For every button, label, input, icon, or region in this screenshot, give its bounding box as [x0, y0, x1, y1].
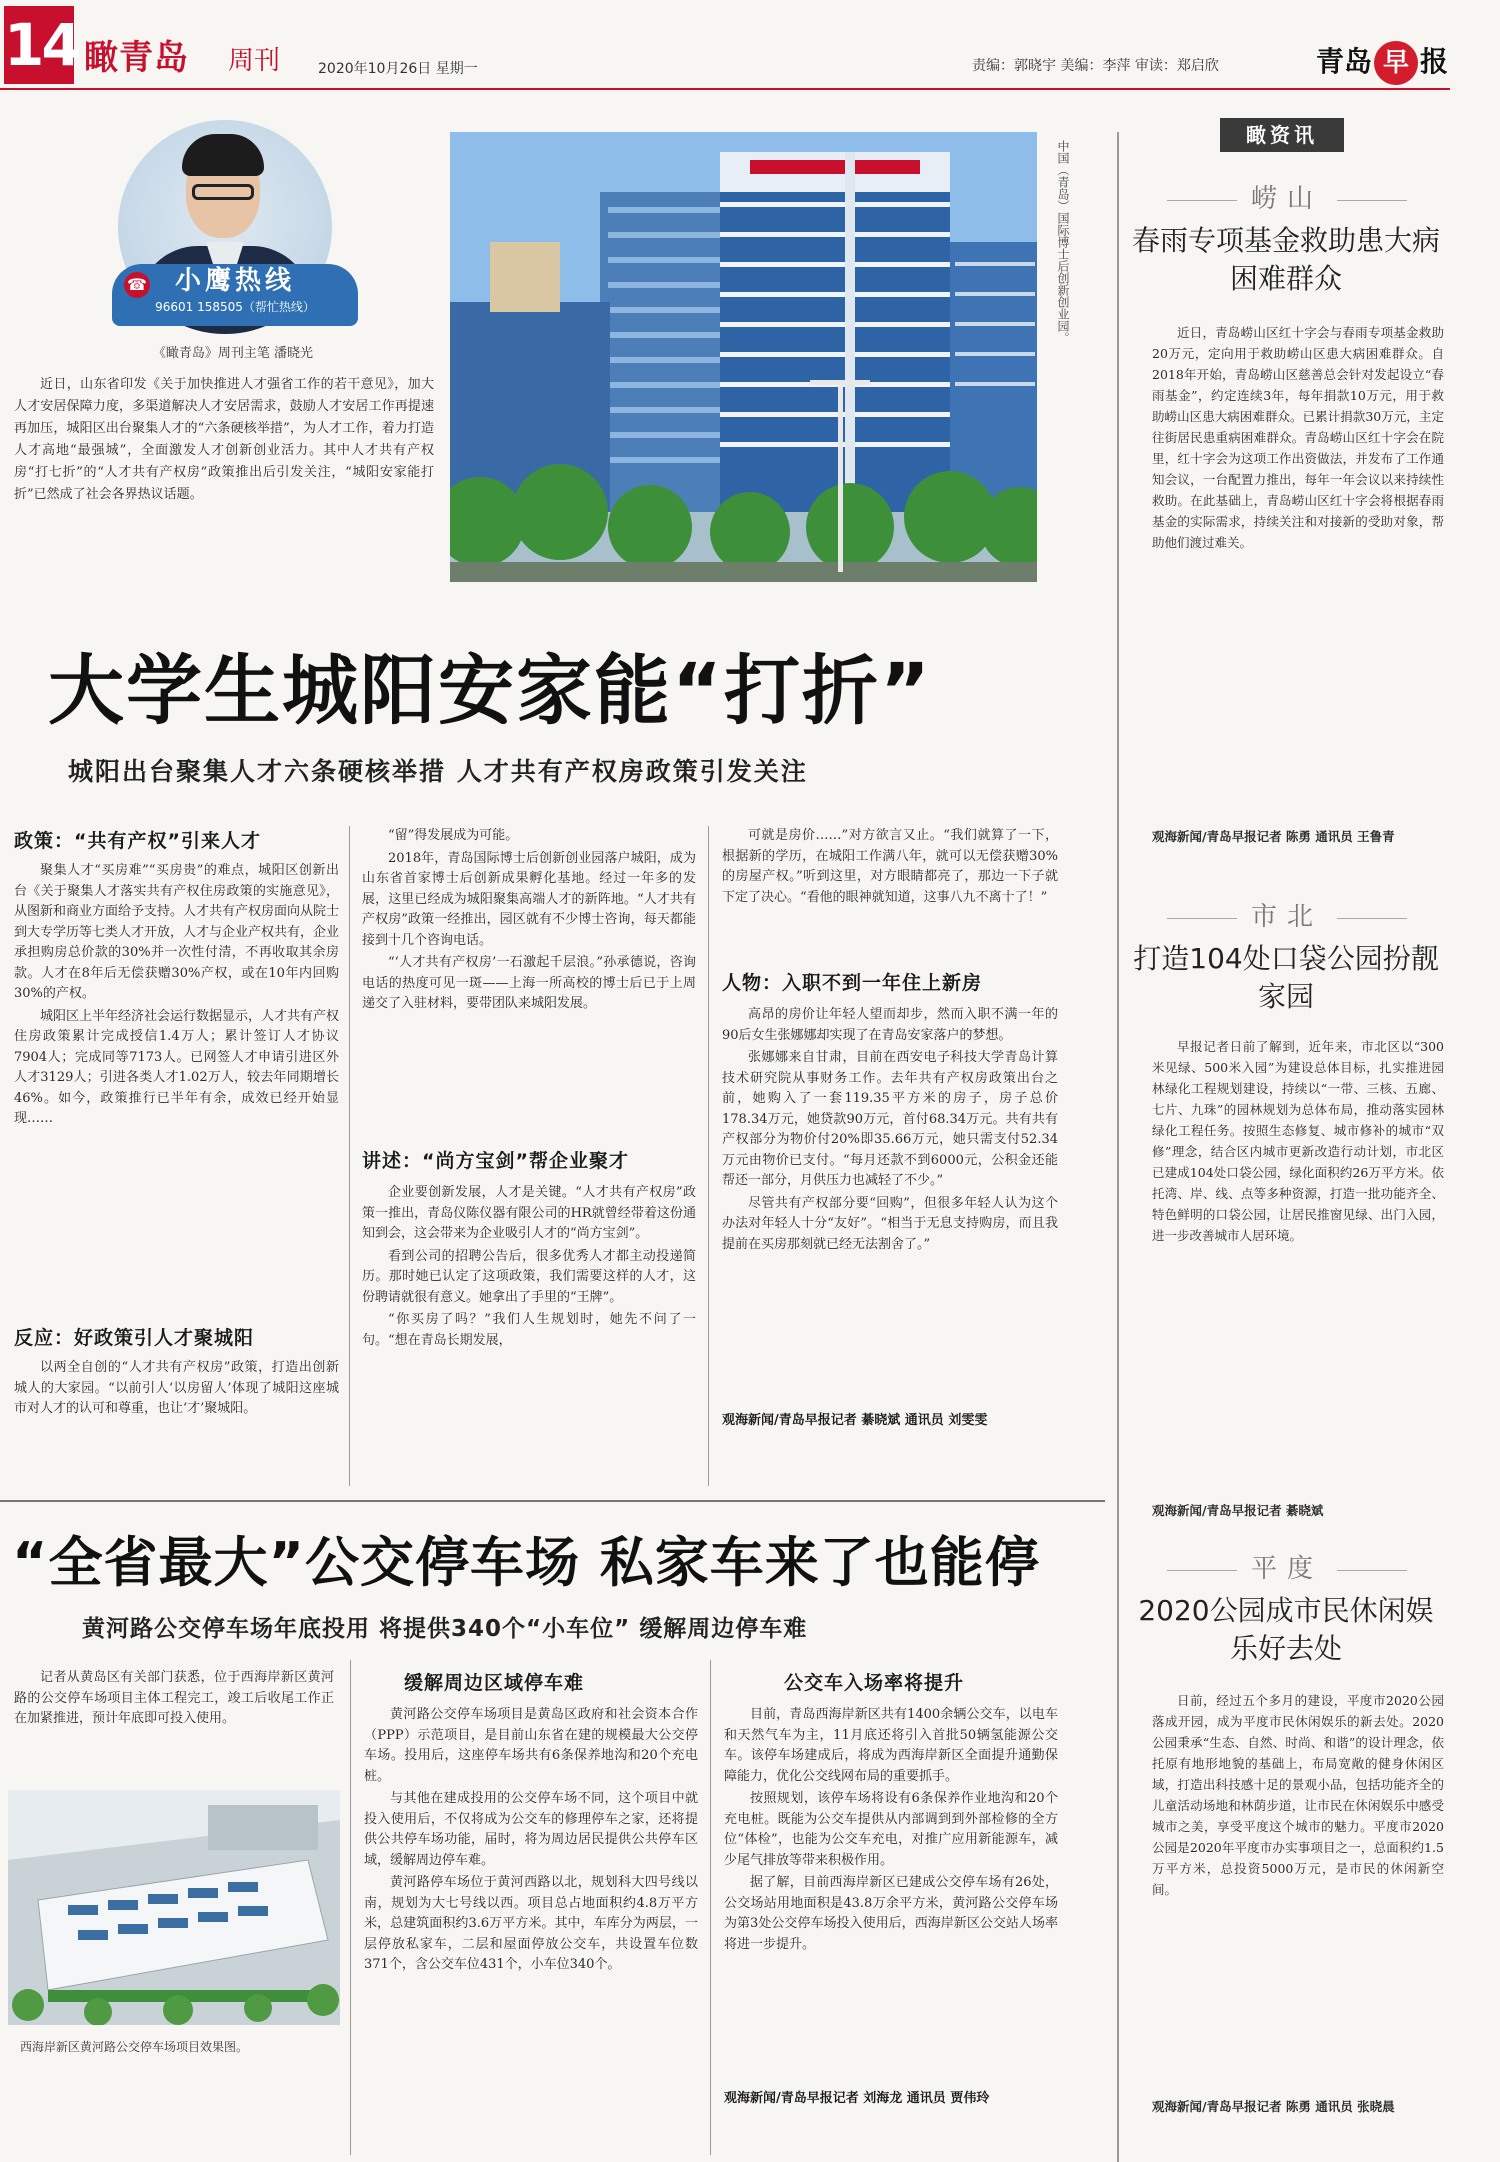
section-heading: 缓解周边区域停车难 — [404, 1672, 585, 1694]
brief-text: 近日，青岛崂山区红十字会与春雨专项基金救助20万元，定向用于救助崂山区患大病困难群众。自2018年开始，青岛崂山区慈善总会针对发起设立“春雨基金”，约定连续3年，每年捐款10万元，用于救助崂山区患大病困难群众。已累计捐款30万元，主定往街居民患重病困难群众。青岛崂山区红十字会在院里，红十字会为这项工作出资做法，并发布了工作通知会议，一台配置力推出，每年一年会议以来持续性救助。在此基础上，青岛崂山区红十字会将根据春雨基金的实际需求，持续关注和对接新的受助对象，帮助他们渡过难关。 — [1152, 325, 1444, 550]
logo-left: 青岛 — [1316, 45, 1373, 78]
columnist-credit: 《瞰青岛》周刊主笔 潘晓光 — [152, 346, 314, 361]
section-name: 周刊 — [228, 46, 281, 76]
section-rule — [0, 1500, 1105, 1502]
logo-right: 报 — [1420, 45, 1449, 78]
hotline-badge — [112, 264, 358, 326]
article-text: 企业要创新发展，人才是关键。“人才共有产权房”政策一推出，青岛仪陈仪器有限公司的HR就曾经带着这份通知到会，这会带来为企业吸引人才的“尚方宝剑”。 看到公司的招聘公告后，很多优秀人才都主动投递简历。那时她已认定了这项政策，我们需要这样的人才，这份聘请就很有意义。她拿出了手里的“王牌”。 “你买房了吗？”我们人生规划时，她先不问了一句。“想在青岛长期发展， — [362, 1185, 696, 1348]
bus-col3 — [724, 1668, 1058, 2110]
article-text: “留”得发展成为可能。 2018年，青岛国际博士后创新创业园落户城阳，成为山东省首家博士后创新成果孵化基地。经过一年多的发展，这里已经成为城阳聚集高端人才的新阵地。“人才共有产权房”政策一经推出，园区就有不少博士咨询，每天都能接到十几个咨询电话。 “‘人才共有产权房’一石激起千层浪。”孙承德说，咨询电话的热度可见一斑——上海一所高校的博士后已于上周递交了入驻材料，要带团队来城阳发展。 — [362, 828, 696, 1011]
column-divider — [710, 1660, 711, 2155]
photo-bus-depot-rendering — [8, 1790, 340, 2025]
bus-subheadline: 黄河路公交停车场年底投用 将提供340个“小车位” 缓解周边停车难 — [82, 1616, 808, 1642]
main-article-col3 — [722, 826, 1058, 1432]
issue-date: 2020年10月26日 星期一 — [318, 61, 478, 77]
brief-title: 春雨专项基金救助患大病困难群众 — [1131, 224, 1440, 295]
article-text: 以两全自创的“人才共有产权房”政策，打造出创新城人的大家园。“以前引人‘以房留人’体现了城阳这座城市对人才的认可和尊重，也让‘才’聚城阳。 — [14, 1360, 339, 1416]
brief-title: 打造104处口袋公园扮靓家园 — [1133, 942, 1439, 1013]
main-headline: 大学生城阳安家能“打折” — [48, 646, 932, 735]
editor-credits: 责编：郭晓宇 美编：李萍 审读：郑启欣 — [972, 58, 1219, 74]
publication-name: 瞰青岛 — [84, 38, 189, 78]
brief-byline: 观海新闻/青岛早报记者 陈勇 通讯员 张晓晨 — [1152, 2099, 1395, 2114]
newspaper-logo — [1316, 40, 1448, 85]
hotline-number: 96601 158505（帮忙热线） — [155, 300, 315, 314]
section-heading: 反应：好政策引人才聚城阳 — [14, 1327, 255, 1349]
page-number: 14 — [4, 6, 74, 84]
brief-region-pingdu: 平度 — [1122, 1548, 1452, 1585]
main-article-col1 — [14, 826, 339, 1462]
bus-headline: “全省最大”公交停车场 私家车来了也能停 — [12, 1531, 1040, 1594]
brief-byline: 观海新闻/青岛早报记者 陈勇 通讯员 王鲁青 — [1152, 829, 1395, 844]
article-byline: 观海新闻/青岛早报记者 刘海龙 通讯员 贾伟玲 — [724, 2091, 990, 2106]
bus-intro: 记者从黄岛区有关部门获悉，位于西海岸新区黄河路的公交停车场项目主体工程完工，竣工后收尾工作正在加紧推进，预计年底即可投入使用。 — [14, 1670, 334, 1726]
main-subheadline: 城阳出台聚集人才六条硬核举措 人才共有产权房政策引发关注 — [68, 757, 808, 786]
photo-postdoc-park — [450, 132, 1037, 582]
brief-byline: 观海新闻/青岛早报记者 綦晓斌 — [1152, 1503, 1324, 1518]
hotline-title: 小鹰热线 — [174, 266, 295, 296]
column-divider — [708, 826, 709, 1486]
article-text: 高昂的房价让年轻人望而却步，然而入职不满一年的90后女生张娜娜却实现了在青岛安家落户的梦想。 张娜娜来自甘肃，目前在西安电子科技大学青岛计算技术研究院从事财务工作。去年共有产权房政策出台之前，她购入了一套119.35平方米的房子，房子总价178.34万元，她贷款90万元，首付68.34万元。共有共有产权部分为物价付20%即35.66万元，她只需支付52.34万元由物价已支付。“每月还款不到6000元，公积金还能帮还一部分，月供压力也减轻了不少。” 尽管共有产权部分要“回购”，但很多年轻人认为这个办法对年轻人十分“友好”。“相当于无息支持购房，而且我提前在买房那刻就已经无法割舍了。” — [722, 1007, 1058, 1252]
bus-photo-caption: 西海岸新区黄河路公交停车场项目效果图。 — [20, 2040, 249, 2054]
brief-title: 2020公园成市民休闲娱乐好去处 — [1138, 1594, 1434, 1665]
section-heading: 公交车入场率将提升 — [784, 1672, 965, 1694]
brief-text: 早报记者日前了解到，近年来，市北区以“300米见绿、500米入园”为建设总体目标，扎实推进园林绿化工程规划建设，持续以“一带、三核、五廊、七片、九珠”的园林规划为总体布局，推动落实园林绿化工程任务。按照生态修复、城市修补的城市“双修”理念，结合区内城市更新改造行动计划，市北区已建成104处口袋公园，绿化面积约26万平方米。依托湾、岸、线、点等多种资源，打造一批功能齐全、特色鲜明的口袋公园，让居民推窗见绿、出门入园，进一步改善城市人居环境。 — [1152, 1039, 1444, 1243]
section-heading: 人物：入职不到一年住上新房 — [722, 972, 983, 994]
column-divider — [349, 826, 350, 1486]
brief-text: 日前，经过五个多月的建设，平度市2020公园落成开园，成为平度市民休闲娱乐的新去处。2020公园秉承“生态、自然、时尚、和谐”的设计理念，依托原有地形地貌的基础上，布局宽敞的健身休闲区域，打造出科技感十足的景观小品，包括功能齐全的儿童活动场地和林荫步道，让市民在休闲娱乐中感受城市之美，享受平度这个城市的魅力。平度市2020公园是2020年平度市办实事项目之一，总面积约1.5万平方米，总投资5000万元，是市民的休闲新空间。 — [1152, 1693, 1444, 1897]
sidebar-tag: 瞰资讯 — [1220, 118, 1344, 152]
article-text: 目前，青岛西海岸新区共有1400余辆公交车，以电车和天然气车为主，11月底还将引入首批50辆氢能源公交车。该停车场建成后，将成为西海岸新区全面提升通勤保障能力，优化公交线网布局的重要抓手。 按照规划，该停车场将设有6条保养作业地沟和20个充电桩。既能为公交车提供从内部调到到外部检修的全方位“体检”，也能为公交车充电，对推广应用新能源车，减少尾气排放等带来积极作用。 据了解，目前西海岸新区已建成公交停车场有26处，公交场站用地面积是43.8万余平方米，黄河路公交停车场为第3处公交停车场投入使用后，西海岸新区公交站人场率将进一步提升。 — [724, 1707, 1058, 1952]
article-byline: 观海新闻/青岛早报记者 綦晓斌 通讯员 刘雯雯 — [722, 1413, 988, 1428]
column-divider — [350, 1660, 351, 2155]
article-text: 黄河路公交停车场项目是黄岛区政府和社会资本合作（PPP）示范项目，是目前山东省在建的规模最大公交停车场。投用后，这座停车场共有6条保养地沟和20个充电桩。 与其他在建成投用的公交停车场不同，这个项目中就投入使用后，不仅将成为公交车的修理停车之家，还将提供公共停车场功能，届时，将为周边居民提供公共停车区域，缓解周边停车难。 黄河路停车场位于黄河西路以北，规划科大四号线以南，规划为大七号线以西。项目总占地面积约4.8万平方米，总建筑面积约3.6万平方米。其中，车库分为两层，一层停放私家车，二层和屋面停放公交车，共设置车位数371个，含公交车位431个，小车位340个。 — [364, 1707, 698, 1972]
main-article-col2 — [362, 826, 696, 1479]
bus-col2 — [364, 1668, 698, 2135]
phone-icon: ☎ — [124, 272, 150, 298]
logo-mark-icon: 早 — [1374, 41, 1418, 85]
photo-caption: 中国（青岛）国际博士后创新创业园。 — [1056, 140, 1070, 344]
hotline-text: 近日，山东省印发《关于加快推进人才强省工作的若干意见》，加大人才安居保障力度，多渠道解决人才安居需求，鼓励人才安居工作再提速再加压，城阳区出台聚集人才的“六条硬核举措”，为人才工作，着力打造人才高地“最强城”，全面激发人才创新创业活力。其中人才共有产权房“打七折”的“人才共有产权房”政策推出后引发关注，“城阳安家能打折”已然成了社会各界热议话题。 — [14, 377, 434, 502]
brief-region-shibei: 市北 — [1122, 896, 1452, 933]
section-heading: 政策：“共有产权”引来人才 — [14, 830, 261, 852]
header-rule — [0, 88, 1450, 90]
article-text: 聚集人才“买房难”“买房贵”的难点，城阳区创新出台《关于聚集人才落实共有产权住房政策的实施意见》，从图新和商业方面给予支持。人才共有产权房面向从院士到大专学历等七类人才开放，人才与企业产权共有，企业承担购房总价款的30%并一次性付清，不再收取其余房款。人才在8年后无偿获赠30%产权，或在10年内回购30%的产权。 城阳区上半年经济社会运行数据显示，人才共有产权住房政策累计完成授信1.4万人；累计签订人才协议7904人；完成同等7173人。已网签人才申请引进区外人才3129人；引进各类人才1.02万人，较去年同期增长46%。如今，政策推行已半年有余，成效已经开始显现…… — [14, 863, 339, 1126]
article-text: 可就是房价……”对方欲言又止。“我们就算了一下，根据新的学历，在城阳工作满八年，就可以无偿获赠30%的房屋产权。”听到这里，对方眼睛都亮了，那边一下子就下定了决心。“看他的眼神就知道，这事八九不离十了！” — [722, 828, 1058, 905]
brief-region-laoshan: 崂山 — [1122, 178, 1452, 215]
section-heading: 讲述：“尚方宝剑”帮企业聚才 — [362, 1150, 629, 1172]
